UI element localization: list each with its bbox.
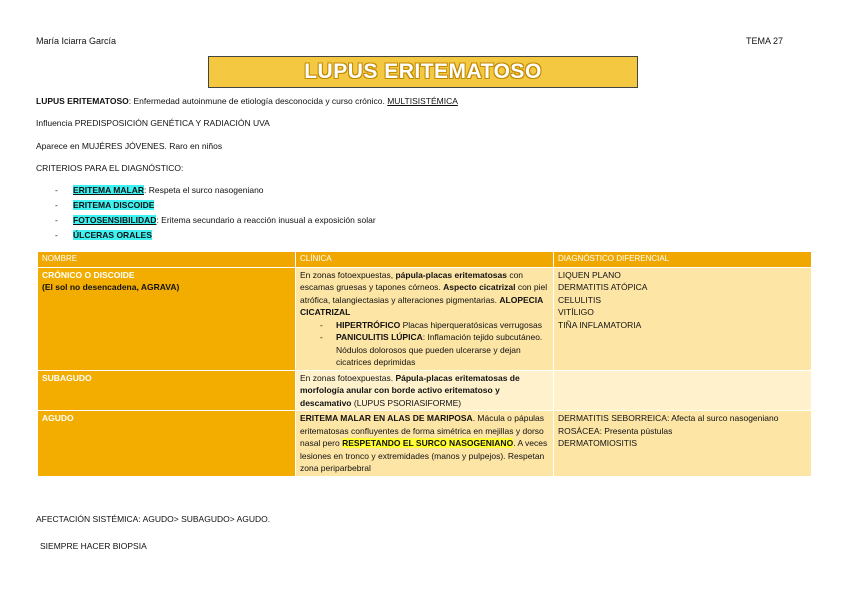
clinica-text: En zonas fotoexpuestas,	[300, 269, 396, 280]
biopsy-line: SIEMPRE HACER BIOPSIA	[40, 541, 147, 551]
subtype-item	[336, 319, 549, 332]
dd-item: ROSÁCEA: Presenta pústulas	[558, 425, 673, 436]
subtype-text: : Inflamación tejido subcutáneo. Nódulos dolorosos que pueden ulcerarse y dejan cicatrices deprimidas	[336, 332, 543, 367]
table-row	[38, 370, 812, 411]
clinica-bold: Pápula-placas eritematosas de morfología anular con borde activo eritematoso y descamativo	[300, 372, 520, 408]
row-name-agudo	[38, 411, 296, 477]
clinica-bold: ERITEMA MALAR EN ALAS DE MARIPOSA	[300, 413, 473, 423]
definition-label: LUPUS ERITEMATOSO	[36, 96, 129, 106]
criteria-text: : Eritema secundario a reacción inusual a exposición solar	[156, 215, 376, 225]
definition-text: : Enfermedad autoinmune de etiología desconocida y curso crónico.	[128, 96, 388, 106]
clinica-text: . A veces lesiones en tronco y extremidades (manos y pulpejos). Respetan zona periparbebral	[300, 438, 548, 473]
author-name: María Iciarra García	[36, 36, 117, 46]
header-clinica: CLÍNICA	[296, 252, 554, 268]
influence-line: Influencia PREDISPOSICIÓN GENÉTICA Y RADIACIÓN UVA	[36, 118, 270, 128]
criteria-item	[55, 230, 376, 245]
appears-line: Aparece en MUJÉRES JÓVENES. Raro en niños	[36, 141, 223, 151]
row-diagnostico	[554, 370, 812, 411]
dd-item: DERMATITIS ATÓPICA	[558, 282, 648, 292]
clinica-text: En zonas fotoexpuestas.	[300, 372, 396, 383]
criteria-label: ERITEMA DISCOIDE	[73, 200, 155, 210]
criteria-label: FOTOSENSIBILIDAD	[73, 215, 157, 225]
row-name-subagudo	[38, 370, 296, 411]
subtype-label: PANICULITIS LÚPICA	[336, 332, 423, 342]
row-diagnostico	[554, 411, 812, 477]
criteria-title: CRITERIOS PARA EL DIAGNÓSTICO:	[36, 163, 184, 173]
header-nombre: NOMBRE	[38, 252, 296, 268]
title-banner	[208, 56, 638, 88]
criteria-list	[55, 185, 376, 245]
systemic-affect-line: AFECTACIÓN SISTÉMICA: AGUDO> SUBAGUDO> AGUDO.	[36, 514, 271, 524]
clinica-bold: pápula-placas eritematosas	[395, 269, 507, 280]
row-name: SUBAGUDO	[42, 372, 92, 383]
page-title: LUPUS ERITEMATOSO	[304, 60, 542, 83]
definition-line	[36, 96, 458, 106]
header-diagnostico: DIAGNÓSTICO DIFERENCIAL	[554, 252, 812, 268]
criteria-label: ÚLCERAS ORALES	[73, 230, 152, 240]
dd-item: DERMATITIS SEBORREICA: Afecta al surco nasogeniano	[558, 413, 779, 423]
topic-label: TEMA 27	[746, 36, 784, 46]
clinica-text: . Mácula o pápulas eritematosas confluyentes de forma simétrica en mejillas y dorso nasal pero	[300, 413, 545, 448]
row-note: (El sol no desencadena, AGRAVA)	[42, 282, 180, 292]
dd-item: TIÑA INFLAMATORIA	[558, 319, 642, 330]
row-clinica	[296, 267, 554, 370]
dd-item: VITÍLIGO	[558, 307, 594, 317]
subtype-text: Placas hiperqueratósicas verrugosas	[400, 319, 542, 330]
clinica-text: (LUPUS PSORIASIFORME)	[351, 397, 462, 408]
table-header-row	[38, 252, 812, 268]
clinica-bold: Aspecto cicatrizal	[443, 282, 516, 292]
clinica-highlight: RESPETANDO EL SURCO NASOGENIANO	[342, 438, 514, 448]
criteria-label: ERITEMA MALAR	[73, 185, 144, 195]
row-clinica	[296, 370, 554, 411]
dd-item: CELULITIS	[558, 294, 601, 305]
row-name: AGUDO	[42, 413, 74, 423]
row-clinica	[296, 411, 554, 477]
table-row	[38, 411, 812, 477]
row-name-cronico	[38, 267, 296, 370]
row-name: CRÓNICO O DISCOIDE	[42, 269, 135, 280]
criteria-text: : Respeta el surco nasogeniano	[143, 185, 264, 195]
criteria-item	[55, 200, 376, 215]
subtype-label: HIPERTRÓFICO	[336, 319, 401, 330]
table-row	[38, 267, 812, 370]
clinica-text: con piel atrófica, talangiectasias y alteraciones pigmentarias.	[300, 282, 548, 305]
lupus-table	[37, 251, 812, 477]
criteria-item	[55, 185, 376, 200]
dd-item: LIQUEN PLANO	[558, 269, 621, 280]
clinica-text: con escamas gruesas y tapones córneos.	[300, 269, 524, 292]
clinica-bold: ALOPECIA CICATRIZAL	[300, 294, 543, 317]
subtype-item	[336, 331, 549, 369]
dd-item: DERMATOMIOSITIS	[558, 438, 638, 448]
row-diagnostico	[554, 267, 812, 370]
definition-tail: MULTISISTÉMICA	[387, 96, 458, 106]
criteria-item	[55, 215, 376, 230]
